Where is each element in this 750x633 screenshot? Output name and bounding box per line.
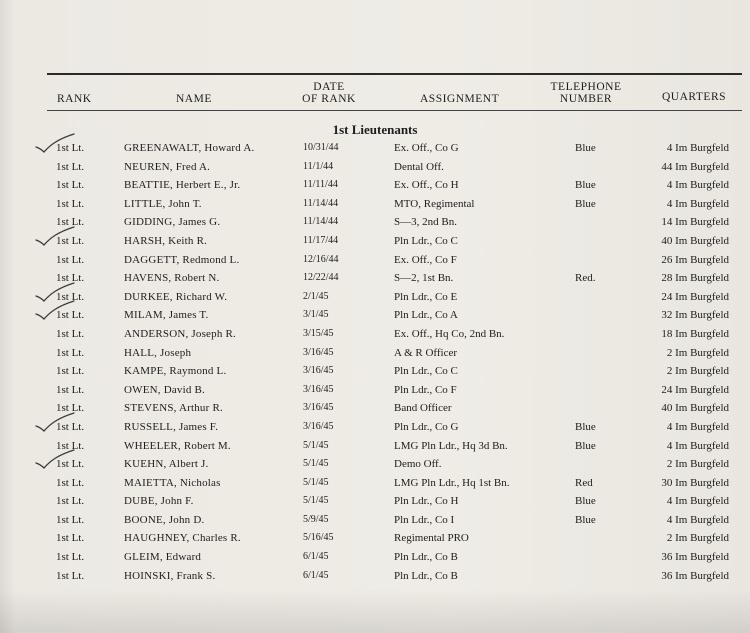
assignment-cell: Demo Off. xyxy=(394,458,442,471)
roster-table xyxy=(0,139,750,585)
name-cell: GLEIM, Edward xyxy=(124,551,202,564)
date-of-rank-cell: 12/16/44 xyxy=(303,253,339,265)
rank-cell: 1st Lt. xyxy=(56,476,85,489)
name-cell: BOONE, John D. xyxy=(124,513,205,526)
assignment-cell: Pln Ldr., Co G xyxy=(394,420,459,433)
rank-cell: 1st Lt. xyxy=(56,272,85,285)
rank-cell: 1st Lt. xyxy=(56,569,85,582)
rank-cell: 1st Lt. xyxy=(56,383,85,396)
table-row xyxy=(0,492,750,511)
table-row xyxy=(0,251,750,270)
table-row xyxy=(0,325,750,344)
name-cell: BEATTIE, Herbert E., Jr. xyxy=(124,179,241,192)
rank-cell: 1st Lt. xyxy=(56,420,85,433)
telephone-cell: Red xyxy=(575,476,593,489)
quarters-cell: 40 Im Burgfeld xyxy=(661,234,729,247)
rank-cell: 1st Lt. xyxy=(56,365,85,378)
date-of-rank-cell: 5/1/45 xyxy=(303,476,329,488)
rank-cell: 1st Lt. xyxy=(56,513,85,526)
date-of-rank-cell: 10/31/44 xyxy=(303,142,339,153)
quarters-cell: 2 Im Burgfeld xyxy=(666,532,729,545)
date-of-rank-cell: 11/11/44 xyxy=(303,179,338,191)
quarters-cell: 4 Im Burgfeld xyxy=(666,420,729,433)
pencil-checkmark-icon xyxy=(34,226,80,248)
assignment-cell: Ex. Off., Co F xyxy=(394,253,457,266)
date-of-rank-cell: 3/16/45 xyxy=(303,365,334,377)
table-row xyxy=(0,529,750,548)
quarters-cell: 24 Im Burgfeld xyxy=(661,290,729,303)
table-row xyxy=(0,399,750,418)
table-row xyxy=(0,213,750,232)
name-cell: GIDDING, James G. xyxy=(124,216,221,229)
header-telephone-line2: NUMBER xyxy=(559,93,613,105)
table-row xyxy=(0,548,750,567)
name-cell: RUSSELL, James F. xyxy=(124,420,219,433)
date-of-rank-cell: 5/16/45 xyxy=(303,532,334,544)
header-rank: RANK xyxy=(57,93,92,105)
assignment-cell: Dental Off. xyxy=(394,160,444,173)
date-of-rank-cell: 11/17/44 xyxy=(303,234,339,246)
telephone-cell: Red. xyxy=(575,272,596,285)
date-of-rank-cell: 2/1/45 xyxy=(303,290,329,302)
date-of-rank-cell: 6/1/45 xyxy=(303,569,329,581)
table-row xyxy=(0,139,750,158)
header-underline xyxy=(47,110,742,111)
header-telephone-line1: TELEPHONE xyxy=(550,81,622,93)
date-of-rank-cell: 5/1/45 xyxy=(303,458,329,470)
quarters-cell: 2 Im Burgfeld xyxy=(666,365,729,378)
date-of-rank-cell: 3/16/45 xyxy=(303,383,334,395)
header-quarters: QUARTERS xyxy=(662,91,727,103)
telephone-cell: Blue xyxy=(575,420,596,433)
table-row xyxy=(0,232,750,251)
rank-cell: 1st Lt. xyxy=(56,142,85,154)
date-of-rank-cell: 5/9/45 xyxy=(303,513,329,525)
quarters-cell: 24 Im Burgfeld xyxy=(661,383,729,396)
assignment-cell: A & R Officer xyxy=(394,346,458,359)
assignment-cell: Regimental PRO xyxy=(394,532,469,545)
assignment-cell: LMG Pln Ldr., Hq 3d Bn. xyxy=(394,439,508,452)
date-of-rank-cell: 3/16/45 xyxy=(303,420,334,432)
rank-cell: 1st Lt. xyxy=(56,253,85,266)
name-cell: NEUREN, Fred A. xyxy=(124,160,211,173)
name-cell: HALL, Joseph xyxy=(124,346,192,359)
table-row xyxy=(0,474,750,493)
name-cell: DUBE, John F. xyxy=(124,495,194,508)
rank-cell: 1st Lt. xyxy=(56,309,85,322)
table-row xyxy=(0,437,750,456)
rank-cell: 1st Lt. xyxy=(56,160,85,173)
header-assignment: ASSIGNMENT xyxy=(420,93,500,105)
quarters-cell: 2 Im Burgfeld xyxy=(666,458,729,471)
pencil-checkmark-icon xyxy=(34,300,80,322)
pencil-checkmark-icon xyxy=(34,133,80,155)
assignment-cell: MTO, Regimental xyxy=(394,197,475,210)
name-cell: KUEHN, Albert J. xyxy=(124,458,209,471)
name-cell: MILAM, James T. xyxy=(124,309,209,322)
quarters-cell: 4 Im Burgfeld xyxy=(666,439,729,452)
quarters-cell: 30 Im Burgfeld xyxy=(661,476,729,489)
assignment-cell: S—2, 1st Bn. xyxy=(394,272,454,285)
rank-cell: 1st Lt. xyxy=(56,290,85,303)
table-row xyxy=(0,344,750,363)
rank-cell: 1st Lt. xyxy=(56,346,85,359)
rank-cell: 1st Lt. xyxy=(56,439,85,452)
table-row xyxy=(0,362,750,381)
telephone-cell: Blue xyxy=(575,197,596,210)
assignment-cell: Pln Ldr., Co A xyxy=(394,309,458,322)
header-name: NAME xyxy=(176,93,212,105)
table-row xyxy=(0,158,750,177)
rank-cell: 1st Lt. xyxy=(56,197,85,210)
quarters-cell: 14 Im Burgfeld xyxy=(661,216,729,229)
date-of-rank-cell: 3/16/45 xyxy=(303,402,334,414)
header-telephone-number xyxy=(548,81,624,105)
assignment-cell: Band Officer xyxy=(394,402,452,415)
assignment-cell: Pln Ldr., Co I xyxy=(394,513,455,526)
quarters-cell: 4 Im Burgfeld xyxy=(666,495,729,508)
assignment-cell: Pln Ldr., Co F xyxy=(394,383,457,396)
assignment-cell: Ex. Off., Hq Co, 2nd Bn. xyxy=(394,327,505,340)
pencil-checkmark-icon xyxy=(34,449,80,471)
telephone-cell: Blue xyxy=(575,179,596,192)
rank-cell: 1st Lt. xyxy=(56,179,85,192)
telephone-cell: Blue xyxy=(575,439,596,452)
quarters-cell: 32 Im Burgfeld xyxy=(661,309,729,322)
name-cell: OWEN, David B. xyxy=(124,383,206,396)
date-of-rank-cell: 5/1/45 xyxy=(303,495,329,507)
table-row xyxy=(0,306,750,325)
name-cell: DURKEE, Richard W. xyxy=(124,290,228,303)
header-date-line2: OF RANK xyxy=(302,93,356,105)
table-row xyxy=(0,418,750,437)
rank-cell: 1st Lt. xyxy=(56,402,85,415)
assignment-cell: Pln Ldr., Co C xyxy=(394,365,458,378)
assignment-cell: Ex. Off., Co H xyxy=(394,179,459,192)
pencil-checkmark-icon xyxy=(34,412,80,434)
table-row xyxy=(0,195,750,214)
top-rule xyxy=(47,73,742,75)
date-of-rank-cell: 5/1/45 xyxy=(303,439,329,451)
quarters-cell: 40 Im Burgfeld xyxy=(661,402,729,415)
rank-cell: 1st Lt. xyxy=(56,532,85,545)
assignment-cell: S—3, 2nd Bn. xyxy=(394,216,457,229)
date-of-rank-cell: 12/22/44 xyxy=(303,272,339,284)
quarters-cell: 36 Im Burgfeld xyxy=(661,551,729,564)
header-date-line1: DATE xyxy=(313,81,345,93)
table-row xyxy=(0,567,750,586)
rank-cell: 1st Lt. xyxy=(56,458,85,471)
rank-cell: 1st Lt. xyxy=(56,234,85,247)
name-cell: DAGGETT, Redmond L. xyxy=(124,253,240,266)
name-cell: HAVENS, Robert N. xyxy=(124,272,220,285)
table-row xyxy=(0,288,750,307)
name-cell: ANDERSON, Joseph R. xyxy=(124,327,236,340)
telephone-cell: Blue xyxy=(575,142,596,154)
quarters-cell: 36 Im Burgfeld xyxy=(661,569,729,582)
telephone-cell: Blue xyxy=(575,513,596,526)
name-cell: GREENAWALT, Howard A. xyxy=(124,142,255,154)
header-date-of-rank xyxy=(298,81,360,105)
rank-cell: 1st Lt. xyxy=(56,551,85,564)
quarters-cell: 2 Im Burgfeld xyxy=(666,346,729,359)
quarters-cell: 44 Im Burgfeld xyxy=(661,160,729,173)
assignment-cell: Pln Ldr., Co B xyxy=(394,551,458,564)
assignment-cell: Pln Ldr., Co C xyxy=(394,234,458,247)
date-of-rank-cell: 6/1/45 xyxy=(303,551,329,563)
table-row xyxy=(0,381,750,400)
rank-cell: 1st Lt. xyxy=(56,495,85,508)
assignment-cell: Pln Ldr., Co B xyxy=(394,569,458,582)
date-of-rank-cell: 3/1/45 xyxy=(303,309,329,321)
table-row xyxy=(0,511,750,530)
name-cell: HAUGHNEY, Charles R. xyxy=(124,532,241,545)
quarters-cell: 18 Im Burgfeld xyxy=(661,327,729,340)
assignment-cell: Ex. Off., Co G xyxy=(394,142,459,154)
quarters-cell: 26 Im Burgfeld xyxy=(661,253,729,266)
name-cell: MAIETTA, Nicholas xyxy=(124,476,221,489)
date-of-rank-cell: 11/14/44 xyxy=(303,197,339,209)
name-cell: STEVENS, Arthur R. xyxy=(124,402,223,415)
date-of-rank-cell: 11/14/44 xyxy=(303,216,339,228)
assignment-cell: Pln Ldr., Co E xyxy=(394,290,458,303)
quarters-cell: 4 Im Burgfeld xyxy=(666,513,729,526)
quarters-cell: 28 Im Burgfeld xyxy=(661,272,729,285)
rank-cell: 1st Lt. xyxy=(56,216,85,229)
name-cell: HARSH, Keith R. xyxy=(124,234,208,247)
assignment-cell: LMG Pln Ldr., Hq 1st Bn. xyxy=(394,476,510,489)
assignment-cell: Pln Ldr., Co H xyxy=(394,495,459,508)
date-of-rank-cell: 11/1/44 xyxy=(303,160,334,172)
name-cell: LITTLE, John T. xyxy=(124,197,202,210)
name-cell: HOINSKI, Frank S. xyxy=(124,569,216,582)
name-cell: KAMPE, Raymond L. xyxy=(124,365,227,378)
table-row xyxy=(0,455,750,474)
date-of-rank-cell: 3/15/45 xyxy=(303,327,334,339)
rank-cell: 1st Lt. xyxy=(56,327,85,340)
quarters-cell: 4 Im Burgfeld xyxy=(666,197,729,210)
section-title: 1st Lieutenants xyxy=(332,122,418,137)
telephone-cell: Blue xyxy=(575,495,596,508)
name-cell: WHEELER, Robert M. xyxy=(124,439,231,452)
quarters-cell: 4 Im Burgfeld xyxy=(666,179,729,192)
table-row xyxy=(0,269,750,288)
date-of-rank-cell: 3/16/45 xyxy=(303,346,334,358)
table-row xyxy=(0,176,750,195)
quarters-cell: 4 Im Burgfeld xyxy=(666,142,729,154)
